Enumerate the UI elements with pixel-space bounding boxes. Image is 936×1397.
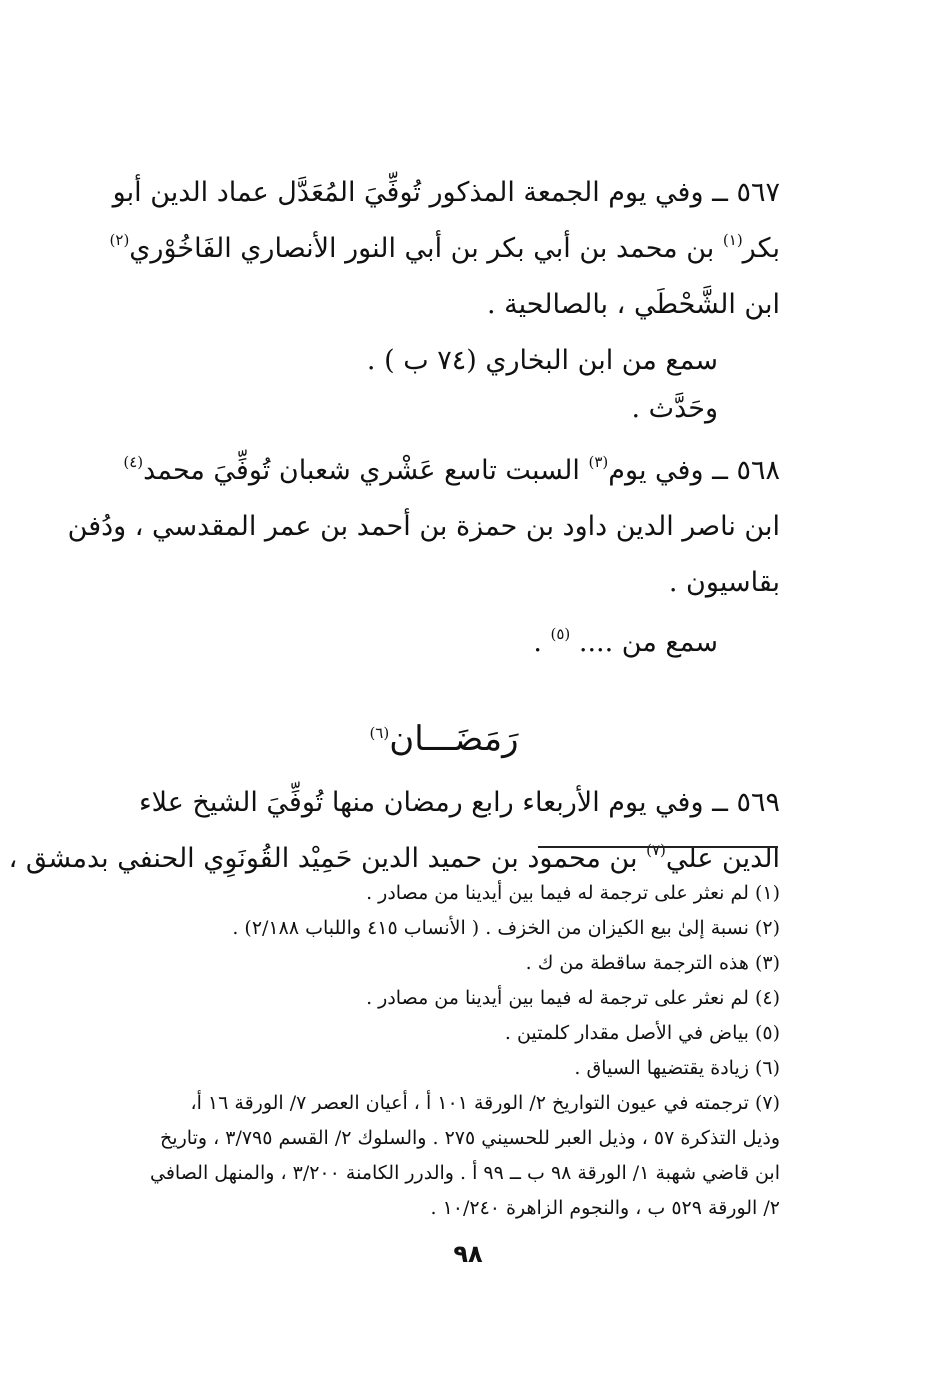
- footnote-ref-1: (١): [722, 231, 743, 249]
- entry-568-notes: [108, 615, 780, 671]
- entry-568-heard: [108, 615, 780, 671]
- entry-568: [67, 443, 780, 611]
- footnote-4: (٤) لم نعثر على ترجمة له فيما بين أيدينا من مصادر .: [366, 987, 780, 1009]
- entry-567-text-a: بكر: [742, 233, 780, 264]
- entry-568-text-a: ٥٦٨ ــ وفي يوم: [608, 455, 780, 486]
- entry-567-heard: سمع من ابن البخاري (٧٤ ب ) .: [366, 345, 718, 376]
- entry-568-line-2: ابن ناصر الدين داود بن حمزة بن أحمد بن عمر المقدسي ، ودُفن: [67, 511, 780, 542]
- entry-569-text-a: الدين علي: [665, 843, 780, 874]
- entry-567-narrated: وحَدَّث .: [631, 393, 718, 424]
- footnote-2: (٢) نسبة إلىٰ بيع الكيزان من الخزف . ( الأنساب ٤١٥ واللباب ٢/١٨٨) .: [232, 917, 780, 939]
- main-text: [8, 165, 780, 891]
- entry-567-text-b: بن محمد بن أبي بكر بن أبي النور الأنصاري الفَاخُوْري: [129, 233, 715, 264]
- footnote-7-line-2: وذيل التذكرة ٥٧ ، وذيل العبر للحسيني ٢٧٥ . والسلوك ٢/ القسم ٣/٧٩٥ ، وتاريخ: [160, 1127, 780, 1149]
- entry-567-notes: [108, 337, 780, 433]
- footnote-3: (٣) هذه الترجمة ساقطة من ك .: [525, 952, 780, 974]
- entry-569: [8, 775, 780, 887]
- entry-569-line-1: ٥٦٩ ــ وفي يوم الأربعاء رابع رمضان منها تُوفِّيَ الشيخ علاء: [138, 787, 780, 818]
- footnote-6: (٦) زيادة يقتضيها السياق .: [574, 1057, 780, 1079]
- footnote-ref-7: (٧): [646, 841, 666, 859]
- entry-568-heard-end: .: [533, 627, 542, 658]
- entry-569-text-b: بن محمود بن حميد الدين حَمِيْد القُونَوِي الحنفي بدمشق ،: [8, 843, 638, 874]
- footnote-ref-6: (٦): [369, 724, 390, 742]
- footnote-5: (٥) بياض في الأصل مقدار كلمتين .: [504, 1022, 780, 1044]
- footnote-7-line-1: (٧) ترجمته في عيون التواريخ ٢/ الورقة ١٠١ أ ، أعيان العصر ٧/ الورقة ١٦ أ،: [190, 1092, 780, 1114]
- footnote-7-line-4: ٢/ الورقة ٥٢٩ ب ، والنجوم الزاهرة ١٠/٢٤٠ .: [430, 1197, 780, 1219]
- section-heading-ramadan: [108, 709, 780, 769]
- footnote-7-line-3: ابن قاضي شهبة ١/ الورقة ٩٨ ب ــ ٩٩ أ . والدرر الكامنة ٣/٢٠٠ ، والمنهل الصافي: [150, 1162, 780, 1184]
- entry-567: [108, 165, 780, 333]
- entry-568-text-b: السبت تاسع عَشْري شعبان تُوفِّيَ محمد: [143, 455, 580, 486]
- footnote-divider: [538, 846, 778, 848]
- entry-568-heard-text: سمع من ....: [578, 627, 718, 658]
- footnotes: [108, 876, 780, 1226]
- section-heading-text: رَمَضَـــان: [389, 719, 519, 759]
- entry-567-line-1: ٥٦٧ ــ وفي يوم الجمعة المذكور تُوفِّيَ المُعَدَّل عماد الدين أبو: [112, 177, 780, 208]
- entry-568-line-3: بقاسيون .: [668, 567, 780, 598]
- footnote-ref-2: (٢): [109, 231, 130, 249]
- entry-567-line-2: [108, 221, 780, 277]
- entry-567-line-3: ابن الشَّحْطَي ، بالصالحية .: [487, 289, 780, 320]
- footnote-ref-3: (٣): [588, 453, 609, 471]
- footnote-1: (١) لم نعثر على ترجمة له فيما بين أيدينا من مصادر .: [366, 882, 780, 904]
- page-number: ٩٨: [453, 1240, 483, 1268]
- footnote-ref-4: (٤): [123, 453, 144, 471]
- entry-568-line-1: [108, 443, 780, 499]
- footnote-ref-5: (٥): [550, 625, 571, 643]
